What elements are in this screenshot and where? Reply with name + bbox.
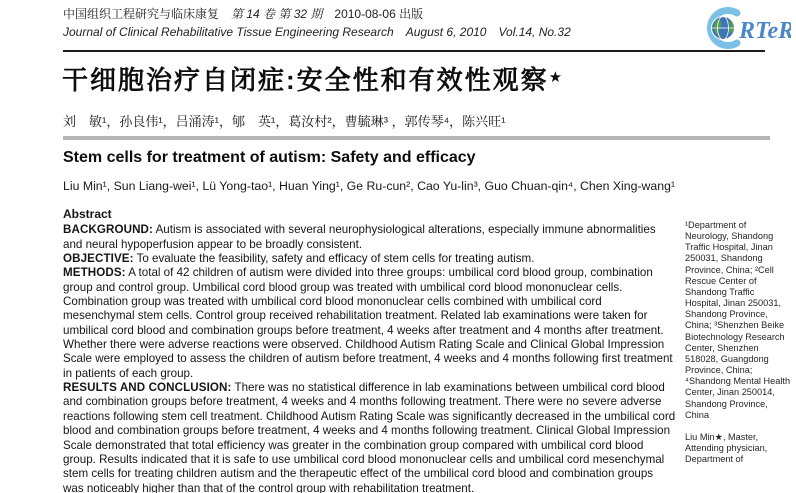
authors-en: Liu Min¹, Sun Liang-wei¹, Lü Yong-tao¹, Huan Ying¹, Ge Ru-cun², Cao Yu-lin³, Guo Chuan-qin⁴, Chen Xing-wang¹ [63,179,676,193]
abstract-background [63,223,676,252]
header-line-cn [63,6,583,24]
journal-name-en: Journal of Clinical Rehabilitative Tissue Engineering Research [63,24,394,39]
methods-label: METHODS: [63,266,126,280]
crter-logo [697,5,791,50]
abstract-objective [63,252,676,266]
abstract-results [63,381,676,493]
journal-date-cn: 2010-08-06 出版 [334,7,424,21]
abstract-methods [63,266,676,381]
background-label: BACKGROUND: [63,223,153,237]
background-text: Autism is associated with several neurophysiological alterations, especially immune abnormalities and neural hypoperfusion appear to be broadly consistent. [63,223,656,251]
globe-icon [712,17,735,40]
margin-sidebar [685,220,792,465]
article-title-cn-text: 干细胞治疗自闭症:安全性和有效性观察 [62,65,549,95]
logo-text: RTeR [739,18,791,44]
header-line-en [63,24,583,42]
results-label: RESULTS AND CONCLUSION: [63,381,232,395]
objective-label: OBJECTIVE: [63,252,134,266]
correspondence-note: Liu Min★, Master, Attending physician, Department of [685,431,768,465]
abstract-section [63,207,676,493]
journal-name-cn: 中国组织工程研究与临床康复 [63,7,220,21]
journal-issue-cn: 第 14 卷 第 32 期 [231,7,323,21]
crter-logo-graphic [697,5,791,50]
journal-volume-en: Vol.14, No.32 [498,24,571,39]
journal-date-en: August 6, 2010 [405,24,487,39]
page-header [63,6,583,41]
authors-cn: 刘 敏¹，孙良伟¹，吕涌涛¹，郇 英¹，葛汝村²，曹毓琳³ ，郭传琴⁴，陈兴旺¹ [63,114,506,129]
author-affiliations: ¹Department of Neurology, Shandong Traffic Hospital, Jinan 250031, Shandong Province, China; ²Cell Rescue Center of Shandong Traffic Hospital, Jinan 250031, Shandong Province, China; ³Shenzhen Beike Biotechnology Research Center, Shenzhen 518028, Guangdong Province, China; ⁴Shandong Mental Health Center, Jinan 250014, Shandong Province, China [685,220,791,420]
article-title-en: Stem cells for treatment of autism: Safety and efficacy [63,149,476,166]
article-title-cn [62,60,562,97]
header-rule [63,50,765,52]
title-star-mark: ★ [548,69,563,86]
results-text: There was no statistical difference in lab examinations between umbilical cord blood and combination groups before treatment, 4 weeks and 4 months following treatment. There were no severe adverse reactions following stem cell treatment. Childhood Autism Rating Scale was significantly decreased in the umbilical cord blood and combination groups before treatment, 4 weeks and 4 months following treatment. Clinical Global Impression Scale demonstrated that total efficiency was greater in the combination group compared with umbilical cord blood group. Results indicated that it is safe to use umbilical cord blood mononuclear cells and umbilical cord mesenchymal stem cells for treating children autism and the therapeutic effect of the umbilical cord blood and combination groups was noticeably higher than that of the control group with rehabilitation treatment. [63,381,676,493]
objective-text: To evaluate the feasibility, safety and efficacy of stem cells for treating autism. [136,252,535,266]
section-divider-bar [63,136,770,140]
abstract-heading: Abstract [63,207,112,221]
methods-text: A total of 42 children of autism were divided into three groups: umbilical cord blood group, combination group and control group. Umbilical cord blood group was treated with umbilical cord blood mononuclear cells. Combination group was treated with umbilical cord blood mononuclear cells combined with umbilical cord mesenchymal stem cells. Control group received rehabilitation treatment. Related lab examinations were taken for umbilical cord blood and combination groups before treatment, 4 weeks after treatment and 4 months after treatment. Whether there were adverse reactions were observed. Childhood Autism Rating Scale and Clinical Global Impression Scale were employed to assess the children of autism before treatment, 4 weeks and 4 months following first treatment in patients of each group. [63,266,673,380]
